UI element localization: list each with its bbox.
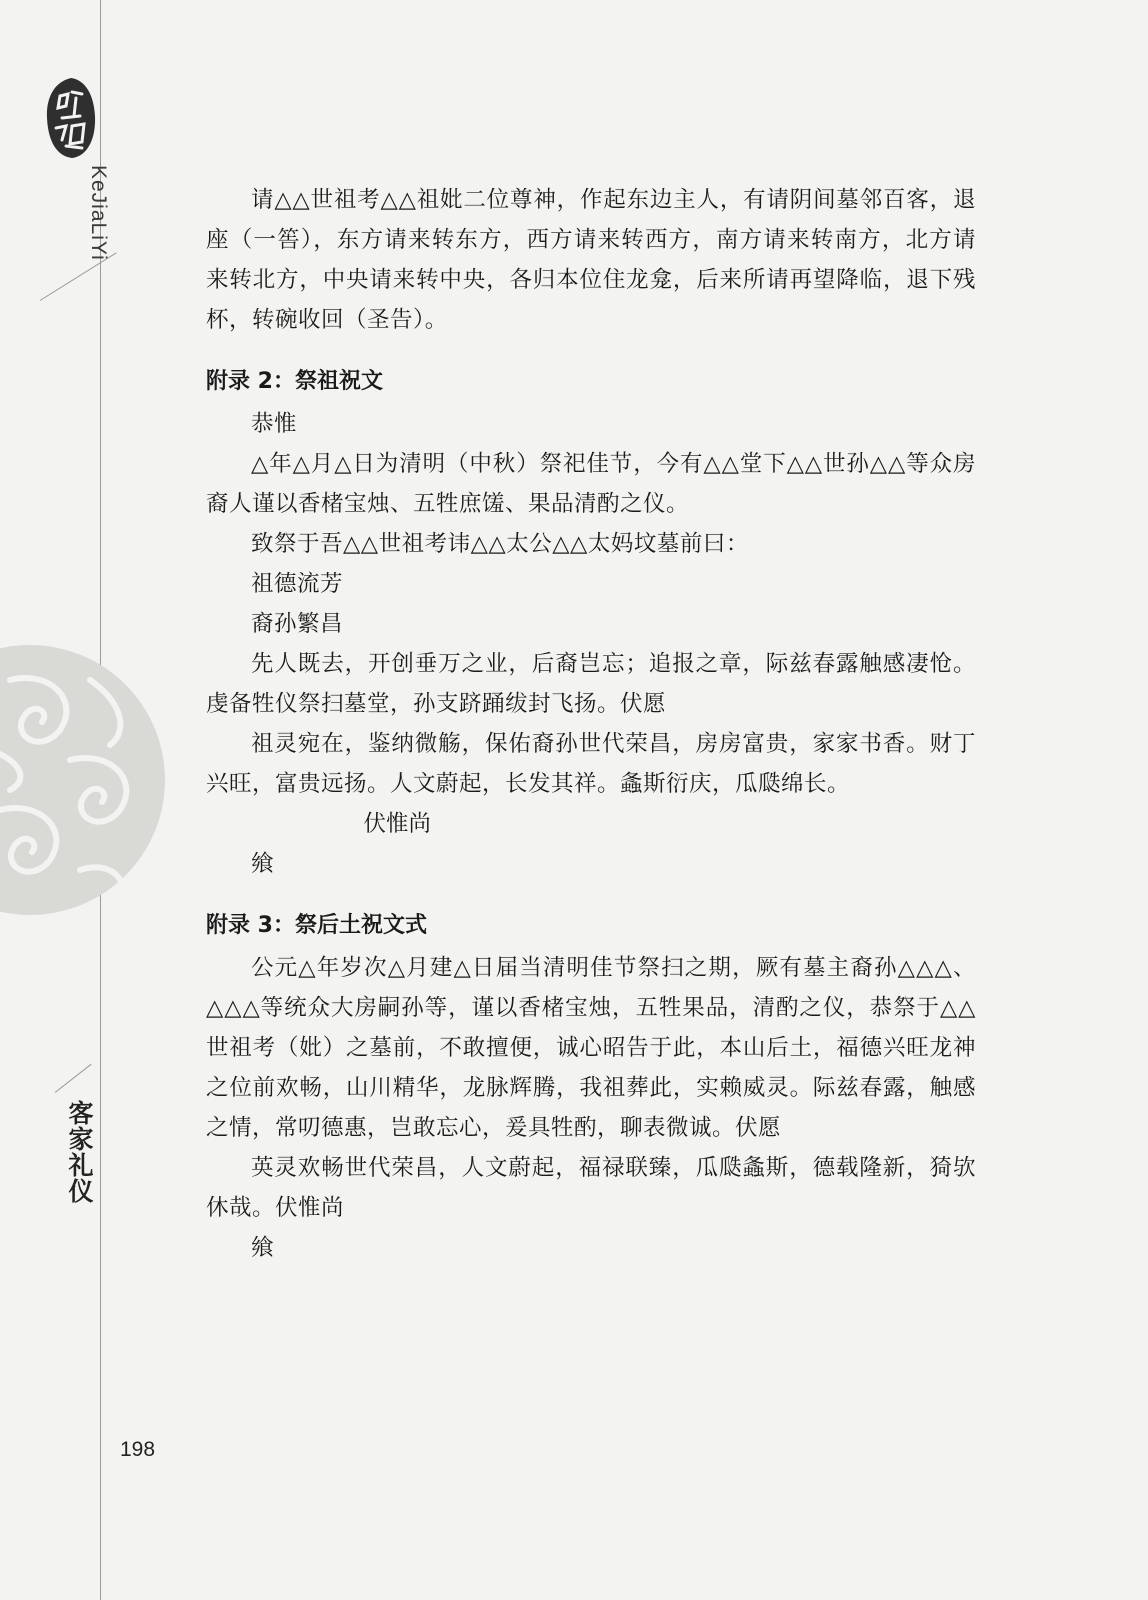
text-line: 致祭于吾△△世祖考讳△△太公△△太妈坟墓前曰： (251, 531, 749, 557)
text-line: 祖德流芳 (251, 571, 344, 597)
paragraph: 请△△世祖考△△祖妣二位尊神，作起东边主人，有请阴间墓邻百客，退座（一筶），东方请来转东方，西方请来转西方，南方请来转南方，北方请来转北方，中央请来转中央，各归本位住龙龛，后来所请再望降临，退下残杯，转碗收回（圣告）。 (206, 187, 976, 333)
seal-logo (42, 76, 100, 160)
text-line: 飨 (251, 851, 275, 877)
text-line: 飨 (251, 1235, 275, 1261)
paragraph: 英灵欢畅世代荣昌，人文蔚起，福禄联臻，瓜瓞螽斯，德载隆新，猗欤休哉。伏惟尚 (206, 1155, 976, 1221)
text-line: 伏惟尚 (363, 811, 432, 837)
paragraph: 祖灵宛在，鉴纳微觞，保佑裔孙世代荣昌，房房富贵，家家书香。财丁兴旺，富贵远扬。人文蔚起，长发其祥。螽斯衍庆，瓜瓞绵长。 (206, 731, 976, 797)
appendix-2-heading: 附录 2：祭祖祝文 (206, 369, 383, 394)
book-title-vertical: 客家礼仪 (65, 1100, 94, 1204)
cloud-pattern-ornament (0, 640, 170, 920)
text-line: 恭惟 (251, 411, 298, 437)
paragraph: 公元△年岁次△月建△日届当清明佳节祭扫之期，厥有墓主裔孙△△△、△△△等统众大房嗣孙等，谨以香楮宝烛，五牲果品，清酌之仪，恭祭于△△世祖考（妣）之墓前，不敢擅便，诚心昭告于此，本山后土，福德兴旺龙神之位前欢畅，山川精华，龙脉辉腾，我祖葬此，实赖威灵。际兹春露，触感之情，常叨德惠，岂敢忘心，爰具牲酌，聊表微诚。伏愿 (206, 955, 976, 1141)
paragraph: 先人既去，开创垂万之业，后裔岂忘；追报之章，际兹春露触感凄怆。虔备牲仪祭扫墓堂，孙支跻踊绂封飞扬。伏愿 (206, 651, 976, 717)
page-number: 198 (120, 1438, 156, 1461)
appendix-3-heading: 附录 3：祭后土祝文式 (206, 913, 427, 938)
main-content (206, 180, 976, 1268)
brand-vertical-text: KeJiaLiYi (87, 165, 110, 261)
paragraph: △年△月△日为清明（中秋）祭祀佳节，今有△△堂下△△世孙△△等众房裔人谨以香楮宝烛、五牲庶馐、果品清酌之仪。 (206, 451, 976, 517)
text-line: 裔孙繁昌 (251, 611, 344, 637)
decorative-rule (55, 1064, 92, 1093)
